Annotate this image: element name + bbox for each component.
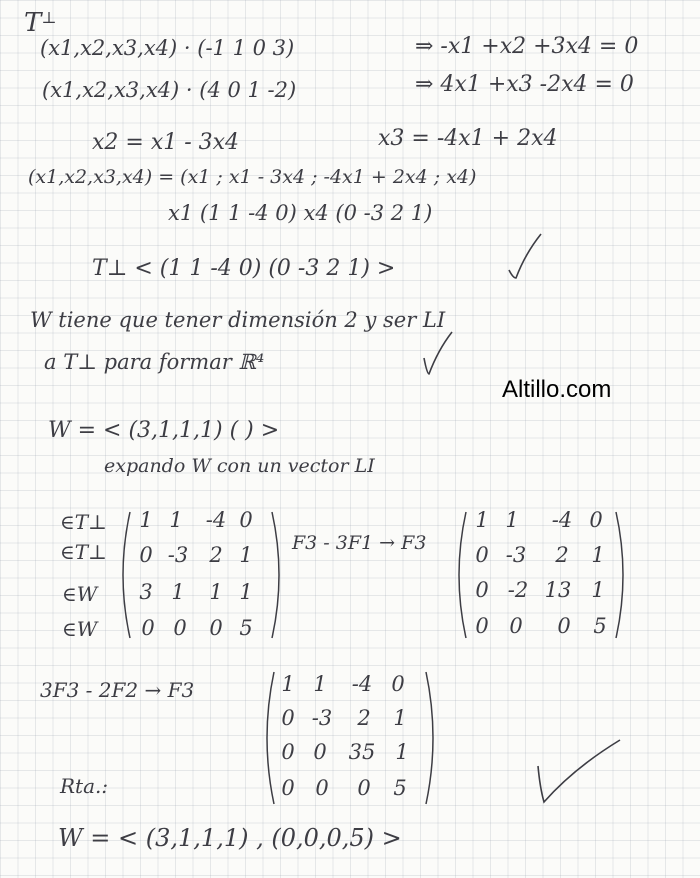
- matrix-cell: 5: [239, 616, 253, 640]
- matrix-cell: 1: [139, 508, 153, 532]
- matrix-cell: 2: [555, 543, 569, 567]
- matrix-1-right-paren: [268, 510, 288, 640]
- row-label: ∈W: [62, 617, 98, 641]
- row-operation-1: F3 - 3F1 → F3: [292, 532, 427, 554]
- matrix-cell: 0: [141, 616, 155, 640]
- matrix-cell: -4: [551, 508, 573, 532]
- check-mark-3-icon: [534, 738, 624, 808]
- x3-expression: x3 = -4x1 + 2x4: [378, 126, 558, 151]
- matrix-cell: 1: [209, 580, 223, 604]
- equation-1-left: (x1,x2,x3,x4) · (-1 1 0 3): [40, 36, 295, 60]
- matrix-cell: 1: [395, 740, 409, 764]
- row-label: ∈T⊥: [60, 540, 107, 564]
- matrix-cell: 0: [509, 614, 523, 638]
- w-definition: W = < (3,1,1,1) ( ) >: [48, 418, 280, 443]
- dimension-note-line-2: a T⊥ para formar ℝ⁴: [44, 350, 265, 374]
- matrix-cell: 0: [139, 543, 153, 567]
- matrix-cell: 1: [239, 580, 253, 604]
- matrix-cell: 1: [171, 580, 185, 604]
- matrix-cell: 1: [505, 508, 519, 532]
- matrix-cell: 0: [589, 508, 603, 532]
- matrix-cell: 0: [475, 578, 489, 602]
- row-operation-2: 3F3 - 2F2 → F3: [40, 678, 195, 702]
- matrix-cell: 2: [357, 706, 371, 730]
- linear-combination: x1 (1 1 -4 0) x4 (0 -3 2 1): [168, 201, 433, 225]
- matrix-cell: 5: [393, 776, 407, 800]
- watermark: Altillo.com: [502, 376, 612, 403]
- matrix-cell: 0: [557, 614, 571, 638]
- matrix-cell: 0: [313, 740, 327, 764]
- orthogonal-basis: T⊥ < (1 1 -4 0) (0 -3 2 1) >: [92, 256, 396, 281]
- matrix-cell: 1: [475, 508, 489, 532]
- matrix-cell: 0: [281, 740, 295, 764]
- matrix-3-right-paren: [422, 670, 442, 806]
- equation-1-right: ⇒ -x1 +x2 +3x4 = 0: [415, 34, 639, 59]
- matrix-cell: -3: [167, 543, 189, 567]
- row-label: ∈T⊥: [60, 510, 107, 534]
- matrix-cell: 13: [544, 578, 572, 602]
- matrix-cell: 0: [239, 508, 253, 532]
- check-mark-1-icon: [505, 232, 545, 282]
- matrix-cell: -4: [351, 672, 373, 696]
- matrix-cell: 3: [139, 580, 153, 604]
- expand-note: expando W con un vector LI: [104, 455, 375, 477]
- matrix-cell: 1: [591, 543, 605, 567]
- matrix-cell: -3: [311, 706, 333, 730]
- general-solution: (x1,x2,x3,x4) = (x1 ; x1 - 3x4 ; -4x1 + 2x4 ; x4): [28, 166, 477, 188]
- matrix-cell: 0: [281, 706, 295, 730]
- matrix-cell: 1: [393, 706, 407, 730]
- matrix-cell: 1: [281, 672, 295, 696]
- section-title: [24, 10, 56, 36]
- x2-expression: x2 = x1 - 3x4: [92, 130, 240, 155]
- matrix-cell: 1: [591, 578, 605, 602]
- answer-label: Rta.:: [60, 774, 109, 798]
- matrix-cell: 0: [357, 776, 371, 800]
- matrix-cell: 35: [348, 740, 376, 764]
- final-answer: W = < (3,1,1,1) , (0,0,0,5) >: [58, 824, 402, 852]
- matrix-cell: 0: [475, 543, 489, 567]
- matrix-cell: 2: [209, 543, 223, 567]
- matrix-cell: -3: [505, 543, 527, 567]
- matrix-cell: 0: [209, 616, 223, 640]
- equation-2-left: (x1,x2,x3,x4) · (4 0 1 -2): [42, 78, 297, 102]
- title-text: T: [24, 8, 42, 38]
- matrix-cell: 1: [169, 508, 183, 532]
- check-mark-2-icon: [420, 330, 456, 378]
- dimension-note-line-1: W tiene que tener dimensión 2 y ser LI: [30, 308, 446, 332]
- matrix-cell: 0: [315, 776, 329, 800]
- matrix-cell: 0: [281, 776, 295, 800]
- matrix-cell: -4: [205, 508, 227, 532]
- matrix-cell: 1: [239, 543, 253, 567]
- row-label: ∈W: [62, 582, 98, 606]
- matrix-cell: -2: [507, 578, 529, 602]
- matrix-cell: 1: [313, 672, 327, 696]
- title-superscript: ⊥: [41, 8, 57, 27]
- matrix-cell: 0: [173, 616, 187, 640]
- matrix-cell: 0: [475, 614, 489, 638]
- matrix-cell: 5: [593, 614, 607, 638]
- matrix-cell: 0: [391, 672, 405, 696]
- equation-2-right: ⇒ 4x1 +x3 -2x4 = 0: [415, 72, 634, 97]
